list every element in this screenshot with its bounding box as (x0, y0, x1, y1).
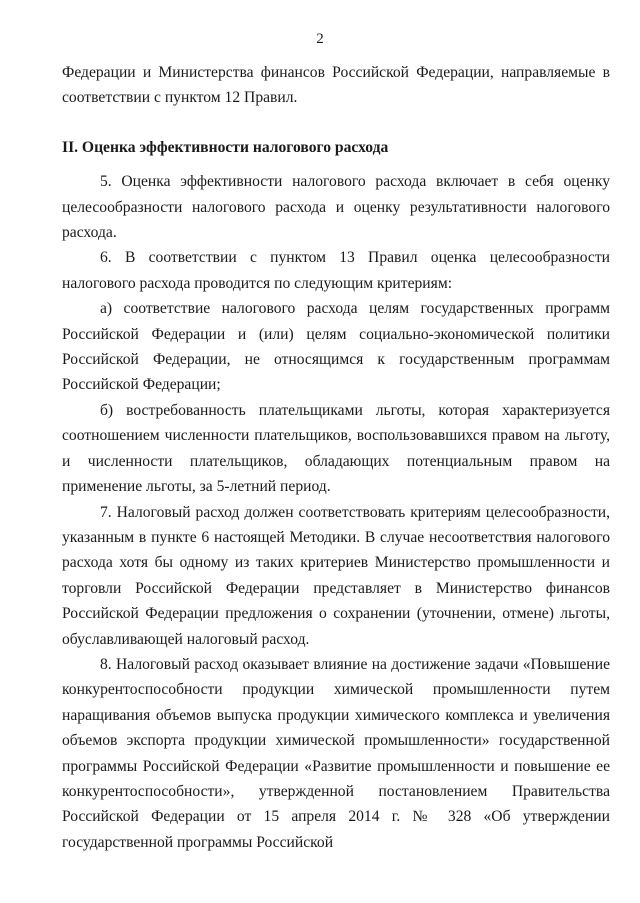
paragraph-6: 6. В соответствии с пунктом 13 Правил оценка целесообразности налогового расхода проводится по следующим критериям: (62, 249, 610, 292)
document-body (62, 60, 610, 855)
intro-continuation: Федерации и Министерства финансов Российской Федерации, направляемые в соответствии с пунктом 12 Правил. (62, 64, 610, 107)
paragraph-8: 8. Налоговый расход оказывает влияние на достижение задачи «Повышение конкурентоспособности продукции химической промышленности путем наращивания объемов выпуска продукции химического комплекса и увеличения объемов экспорта продукции химической промышленности» государственной программы Российской Федерации «Развитие промышленности и повышение ее конкурентоспособности», утвержденной постановлением Правительства Российской Федерации от 15 апреля 2014 г. № 328 «Об утверждении государственной программы Российской (62, 655, 610, 851)
paragraph-6a: а) соответствие налогового расхода целям государственных программ Российской Федерации и (или) целям социально-экономической политики Российской Федерации, не относящимся к государственным программам Российской Федерации; (62, 300, 610, 394)
paragraph-6b: б) востребованность плательщиками льготы, которая характеризуется соотношением численности плательщиков, воспользовавшихся правом на льготу, и численности плательщиков, обладающих потенциальным правом на применение льготы, за 5-летний период. (62, 401, 610, 496)
page-number: 2 (316, 31, 324, 47)
section-heading: II. Оценка эффективности налогового расхода (62, 138, 389, 156)
paragraph-5: 5. Оценка эффективности налогового расхода включает в себя оценку целесообразности налогового расхода и оценку результативности налогового расхода. (62, 173, 610, 242)
paragraph-7: 7. Налоговый расход должен соответствовать критериям целесообразности, указанным в пункте 6 настоящей Методики. В случае несоответствия налогового расхода хотя бы одному из таких критериев Министерство промышленности и торговли Российской Федерации представляет в Министерство финансов Российской Федерации предложения о сохранении (уточнении, отмене) льготы, обуславливающей налоговый расход. (62, 503, 610, 648)
